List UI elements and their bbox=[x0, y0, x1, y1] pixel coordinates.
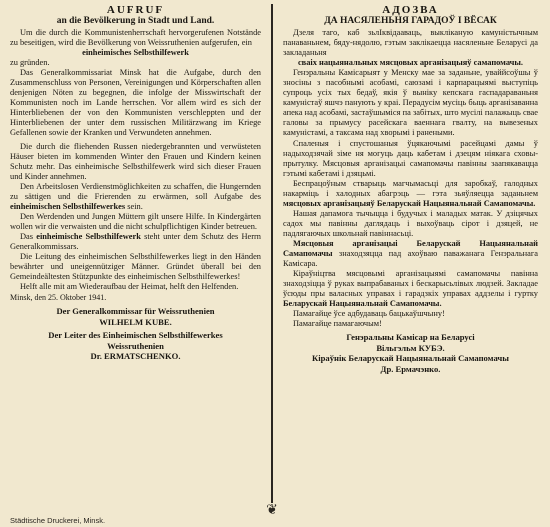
belarusian-title: АДОЗВА bbox=[382, 4, 439, 16]
german-signature-1-name: WILHELM KUBE. bbox=[99, 316, 172, 327]
column-divider bbox=[271, 4, 273, 503]
belarusian-signature-2-title: Кіраўнік Беларускай Нацыянальнай Самапомачы bbox=[312, 353, 509, 364]
belarusian-column bbox=[283, 4, 538, 513]
german-title: AUFRUF bbox=[106, 4, 165, 16]
belarusian-signature-1-title: Генэральны Камісар на Беларусі bbox=[346, 332, 475, 343]
german-paragraph-5: Den Werdenden und Jungen Müttern gilt unsere Hilfe. In Kindergärten wollen wir die verwaisten und die nicht schulpflichtigen Kinder betreuen. bbox=[10, 211, 261, 231]
belarusian-paragraph-6: Мясцовыя арганізацыі Беларускай Нацыянальнай Самапомачы знаходзяцца пад ахоўваю паважанага Генэральнага Камісара. bbox=[283, 238, 538, 269]
german-paragraph-2: Das Generalkommissariat Minsk hat die Aufgabe, durch den Zusammenschluss von Personen, Vereinigungen und Körperschaften allen denjenigen Nöten zu begegnen, die infolge der Misswirtschaft der Kommunisten noch im Lande herrschen. Vor allem wird es sich der Hinterbliebenen der von den Kommunisten verschleppten und der Hinterbliebenen der unter dem russischen Militärzwang im Kriege Gefallenen sowie der Kranken und Verwundeten annehmen. bbox=[10, 68, 261, 138]
german-paragraph-8: Helft alle mit am Wiederaufbau der Heimat, helft den Helfenden. bbox=[20, 282, 239, 292]
belarusian-paragraph-9: Памагайце памагаючым! bbox=[293, 319, 382, 329]
german-paragraph-6: Das einheimische Selbsthilfewerk steht unter dem Schutz des Herrn Generalkommissars. bbox=[10, 231, 261, 251]
belarusian-paragraph-7: Кіраўніцтва мясцовымі арганізацыямі самапомачы павінна знаходзіцца ў руках выпрабаваных і бескарысьлівых людзей. Закладае ўсюды пры валасных управах і гарадзкіх управах аддзелы і гуртку Беларускай Нацыянальнай Самапомачы. bbox=[283, 269, 538, 309]
belarusian-signature-1-name: Вільгэльм КУБЭ. bbox=[376, 342, 445, 353]
belarusian-paragraph-1-emphasis: сваіх нацыянальных мясцовых арганізацыяў самапомачы. bbox=[297, 58, 524, 68]
german-date: Minsk, den 25. Oktober 1941. bbox=[10, 293, 107, 303]
belarusian-subtitle: ДА НАСЯЛЕНЬНЯ ГАРАДОЎ І ВЁСАК bbox=[324, 16, 497, 26]
german-paragraph-4: Den Arbeitslosen Verdienstmöglichkeiten zu schaffen, die Hungernden zu sättigen und die Frierenden zu erwärmen, soll Aufgabe des einheimischen Selbsthilfewerkes sein. bbox=[10, 181, 261, 211]
belarusian-signature-2-name: Др. Ермачэнко. bbox=[380, 363, 441, 374]
german-paragraph-1-emphasis: einheimisches Selbsthilfewerk bbox=[82, 48, 189, 58]
belarusian-paragraph-4: Беспрацоўным стварыць магчымасьці для заробкаў, галодных накарміць і халодных абагрэць — гэта зьяўляецца заданьнем мясцовых арганізацыяў Беларускай Нацыянальнай Самапомачы. bbox=[283, 178, 538, 208]
german-column bbox=[10, 4, 261, 513]
german-signature-2-region: Weissruthenien bbox=[107, 340, 164, 351]
german-signature-2-name: Dr. ERMATSCHENKO. bbox=[90, 351, 181, 362]
german-paragraph-1: Um die durch die Kommunistenherrschaft hervorgerufenen Notstände zu beseitigen, wird die Bevölkerung von Weissruthenien aufgerufen, ein bbox=[10, 28, 261, 48]
printer-imprint: Städtische Druckerei, Minsk. bbox=[10, 516, 106, 525]
german-signature-1-title: Der Generalkommissar für Weissruthenien bbox=[56, 306, 215, 317]
belarusian-paragraph-5: Нашая дапамога тычыцца і будучых і маладых матак. У дзіцячых садох мы павінны даглядаць і выхоўваць сірот і дзяцей, не падлягаючых школьнай павіннасьці. bbox=[283, 208, 538, 238]
belarusian-paragraph-3: Спаленыя і спустошаныя ўцякаючымі расейцамі дамы ў надыходзячай зіме ня могуць даць кабетам і дзецям ніякага сховы-прытулку. Мясцовыя арганізацыі самапомачы павінны заапякавацца гэтымі кабетамі і дзяцьмі. bbox=[283, 138, 538, 178]
german-subtitle: an die Bevölkerung in Stadt und Land. bbox=[56, 16, 215, 26]
belarusian-paragraph-2: Генэральны Камісарыят у Менску мае за заданьне, уваййсоўшы ў зносіны з пасобнымі асобамі, саюзамі і карпарацыямі выступіць супроць усіх тых бедаў, якія ў выніку кепскага гаспадараваньня камуністаў яшчэ панують у краі. Перадусім мусіць быць арганізаванна апека над асобамі, застаўшыміся па забітых, што мусілі палажыць свае галовы за прымусу расейскага ваеннага гвалту, на вывезеных камуністамі, а таксама над хворымі і ранеными. bbox=[283, 68, 538, 138]
belarusian-paragraph-1: Дзеля таго, каб зьлІквідааваць, выкліканую камуністычным панаваньнем, бяду-нядолю, гэтым заклікаецца насяленьне Беларусі да закладаньня bbox=[283, 28, 538, 58]
german-paragraph-3: Die durch die fliehenden Russen niedergebrannten und verwüsteten Häuser bieten im kommenden Winter den Frauen und Kindern keinen Schutz mehr. Das einheimische Selbsthilfewerk wird sich dieser Frauen und Kinder annehmen. bbox=[10, 141, 261, 181]
german-paragraph-7: Die Leitung des einheimischen Selbsthilfewerkes liegt in den Händen bewährter und uneigennütziger Männer. Gründet überall bei den Gemeindeältesten Stützpunkte des einheimischen Selbsthilfewerkes! bbox=[10, 252, 261, 282]
belarusian-paragraph-8: Памагайце ўсе адбудаваць бацькаўшчыну! bbox=[293, 309, 445, 319]
german-paragraph-1-end: zu gründen. bbox=[10, 58, 50, 68]
german-signature-2-title: Der Leiter des Einheimischen Selbsthilfewerkes bbox=[48, 330, 223, 341]
ornament-icon: ❦ bbox=[266, 502, 278, 518]
